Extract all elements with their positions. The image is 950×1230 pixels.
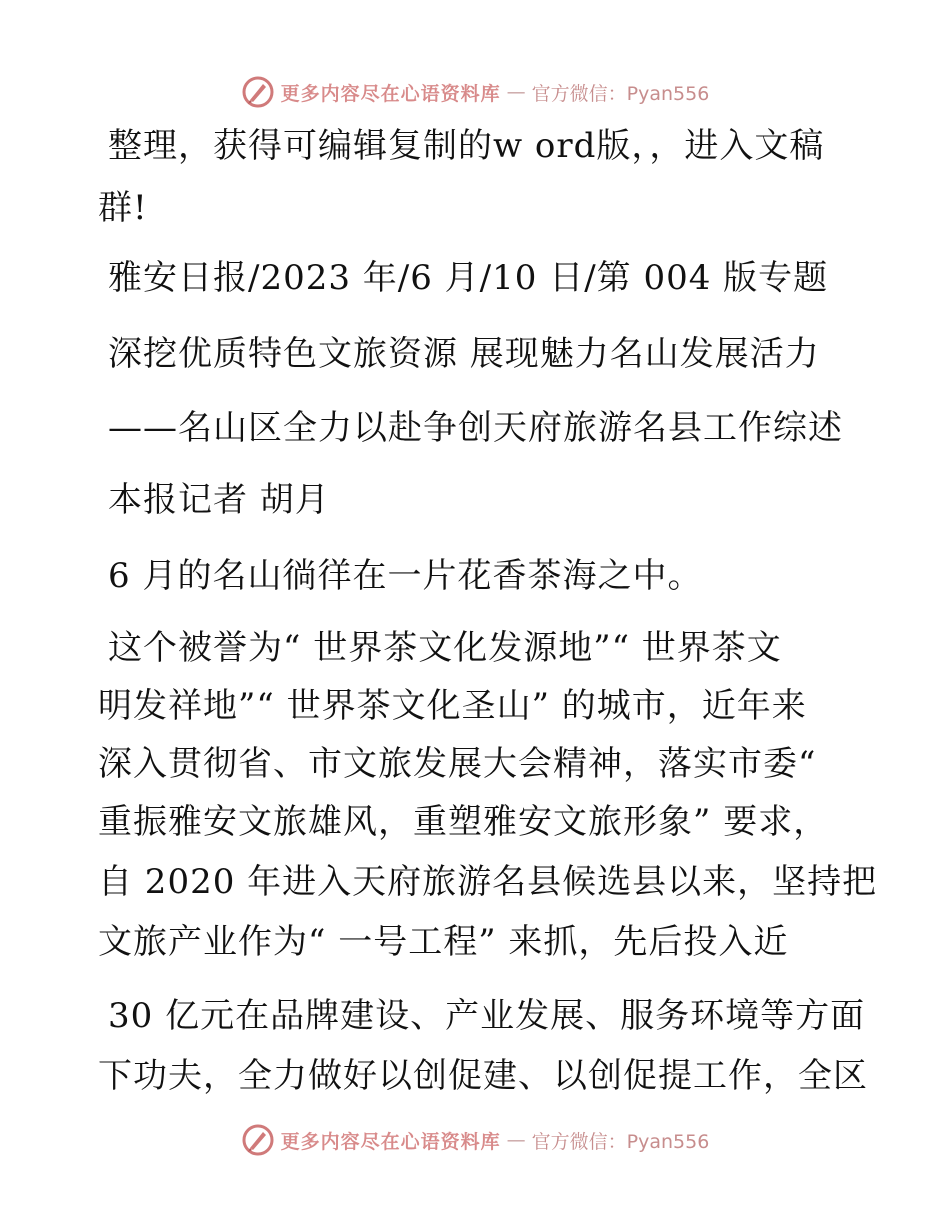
watermark-contact: 官方微信：Pyan556 bbox=[531, 82, 710, 105]
paragraph-2-line-2: 明发祥地”“ 世界茶文化圣山” 的城市，近年来 bbox=[98, 686, 807, 726]
watermark-separator: — bbox=[506, 81, 526, 103]
watermark-footer bbox=[0, 1118, 950, 1162]
quill-logo-icon bbox=[241, 1123, 275, 1157]
subheadline: ——名山区全力以赴争创天府旅游名县工作综述 bbox=[108, 408, 843, 448]
watermark-brand: 更多内容尽在心语资料库 bbox=[280, 1130, 501, 1153]
intro-line-1: 整理，获得可编辑复制的w ord版，，进入文稿 bbox=[108, 126, 825, 166]
headline: 深挖优质特色文旅资源 展现魅力名山发展活力 bbox=[108, 334, 820, 374]
paragraph-1: 6 月的名山徜徉在一片花香茶海之中。 bbox=[108, 556, 703, 596]
paragraph-2-line-6: 文旅产业作为“ 一号工程” 来抓，先后投入近 bbox=[98, 922, 789, 962]
watermark-brand: 更多内容尽在心语资料库 bbox=[280, 82, 501, 105]
paragraph-3-line-2: 下功夫，全力做好以创促建、以创促提工作，全区 bbox=[98, 1056, 868, 1096]
watermark-separator: — bbox=[506, 1129, 526, 1151]
paragraph-2-line-5: 自 2020 年进入天府旅游名县候选县以来，坚持把 bbox=[98, 862, 878, 902]
watermark-header bbox=[0, 70, 950, 114]
byline: 本报记者 胡月 bbox=[108, 480, 330, 520]
quill-logo-icon bbox=[241, 75, 275, 109]
paragraph-2-line-3: 深入贯彻省、市文旅发展大会精神，落实市委“ bbox=[98, 744, 817, 784]
paragraph-2-line-4: 重振雅安文旅雄风，重塑雅安文旅形象” 要求， bbox=[98, 802, 829, 842]
watermark-contact: 官方微信：Pyan556 bbox=[531, 1130, 710, 1153]
paragraph-2-line-1: 这个被誉为“ 世界茶文化发源地”“ 世界茶文 bbox=[108, 628, 782, 668]
intro-line-2: 群! bbox=[98, 188, 148, 228]
source-line: 雅安日报/2023 年/6 月/10 日/第 004 版专题 bbox=[108, 258, 829, 298]
paragraph-3-line-1: 30 亿元在品牌建设、产业发展、服务环境等方面 bbox=[108, 996, 866, 1036]
